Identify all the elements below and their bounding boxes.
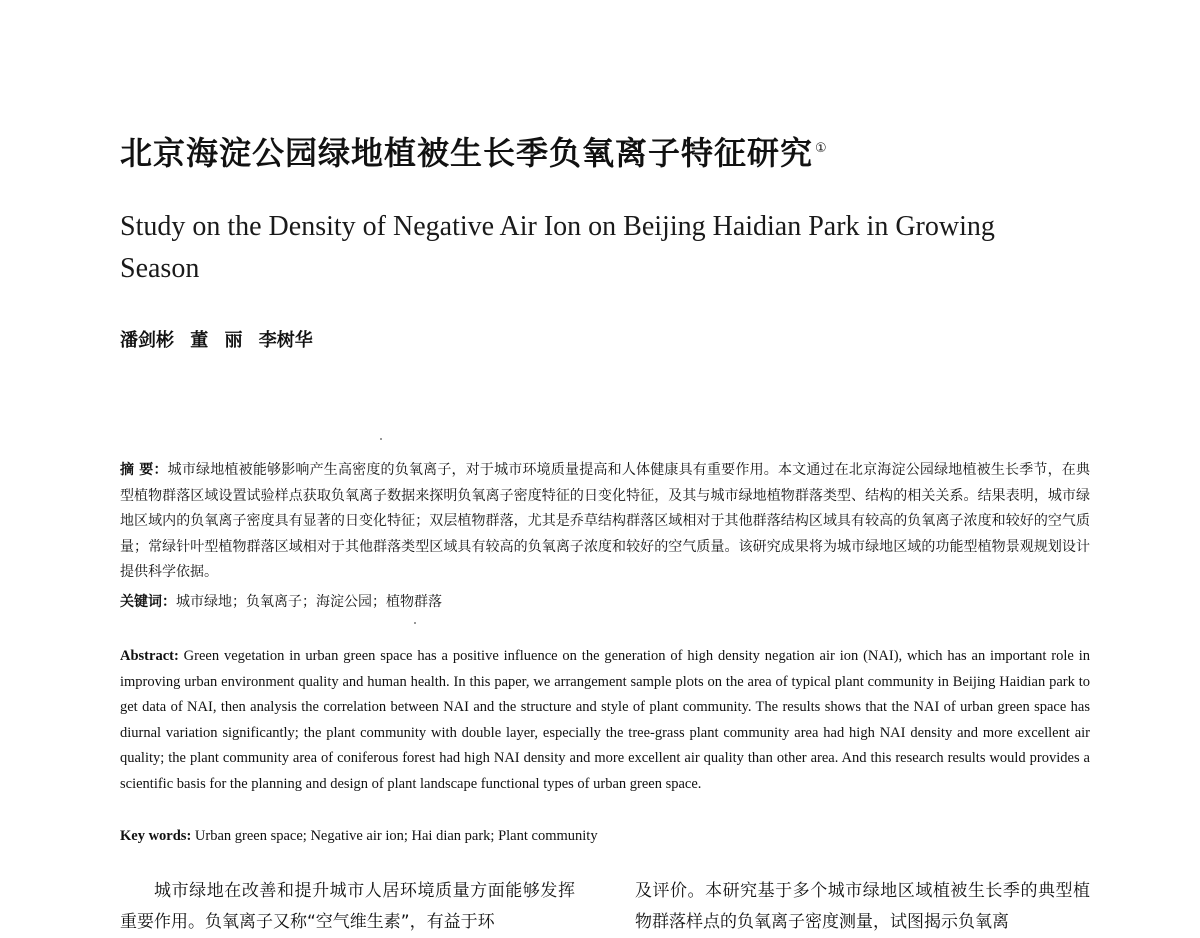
abstract-cn-text: 城市绿地植被能够影响产生高密度的负氧离子，对于城市环境质量提高和人体健康具有重要作用。本文通过在北京海淀公园绿地植被生长季节，在典型植物群落区域设置试验样点获取负氧离子数据来探明负氧离子密度特征的日变化特征，及其与城市绿地植物群落类型、结构的相关关系。结果表明，城市绿地区域内的负氧离子密度具有显著的日变化特征；双层植物群落，尤其是乔草结构群落区域相对于其他群落结构区域具有较高的负氧离子浓度和较好的空气质量；常绿针叶型植物群落区域相对于其他群落类型区域具有较高的负氧离子浓度和较好的空气质量。该研究成果将为城市绿地区域的功能型植物景观规划设计提供科学依据。 <box>120 462 1091 580</box>
paper-title-en: Study on the Density of Negative Air Ion on Beijing Haidian Park in Growing Season <box>120 211 995 284</box>
scan-speck <box>380 438 382 440</box>
keywords-en <box>120 824 1090 848</box>
abstract-en <box>120 644 1090 798</box>
scan-speck <box>414 622 416 624</box>
author-list: 潘剑彬 董 丽 李树华 <box>120 330 313 351</box>
body-column-left: 城市绿地在改善和提升城市人居环境质量方面能够发挥重要作用。负氧离子又称“空气维生素”，有益于环 <box>120 881 575 932</box>
keywords-en-text: Urban green space; Negative air ion; Hai dian park; Plant community <box>191 828 598 844</box>
body-column-right: 及评价。本研究基于多个城市绿地区域植被生长季的典型植物群落样点的负氧离子密度测量，试图揭示负氧离 <box>635 881 1090 932</box>
abstract-en-label: Abstract: <box>120 648 179 664</box>
keywords-cn <box>120 590 1090 614</box>
keywords-cn-label: 关键词： <box>120 594 176 610</box>
footnote-marker: ① <box>815 141 828 157</box>
abstract-cn <box>120 458 1090 586</box>
keywords-en-label: Key words: <box>120 828 192 844</box>
paper-title-cn <box>120 128 828 174</box>
abstract-cn-label: 摘 要： <box>120 462 168 478</box>
title-cn-text: 北京海淀公园绿地植被生长季负氧离子特征研究 <box>120 134 814 172</box>
abstract-en-text: Green vegetation in urban green space has a positive influence on the generation of high density negation air ion (NAI), which has an important role in improving urban environment quality and human health. In this paper, we arrangement sample plots on the area of typical plant community in Beijing Haidian park to get data of NAI, then analysis the correlation between NAI and the structure and style of plant community. The results shows that the NAI of urban green space has diurnal variation significantly; the plant community with double layer, especially the tree-grass plant community area had high NAI density and more excellent air quality; the plant community area of coniferous forest had high NAI density and more excellent air quality than other area. And this research results would provides a scientific basis for the planning and design of plant landscape functional types of urban green space. <box>120 648 1090 792</box>
keywords-cn-text: 城市绿地；负氧离子；海淀公园；植物群落 <box>176 594 442 610</box>
